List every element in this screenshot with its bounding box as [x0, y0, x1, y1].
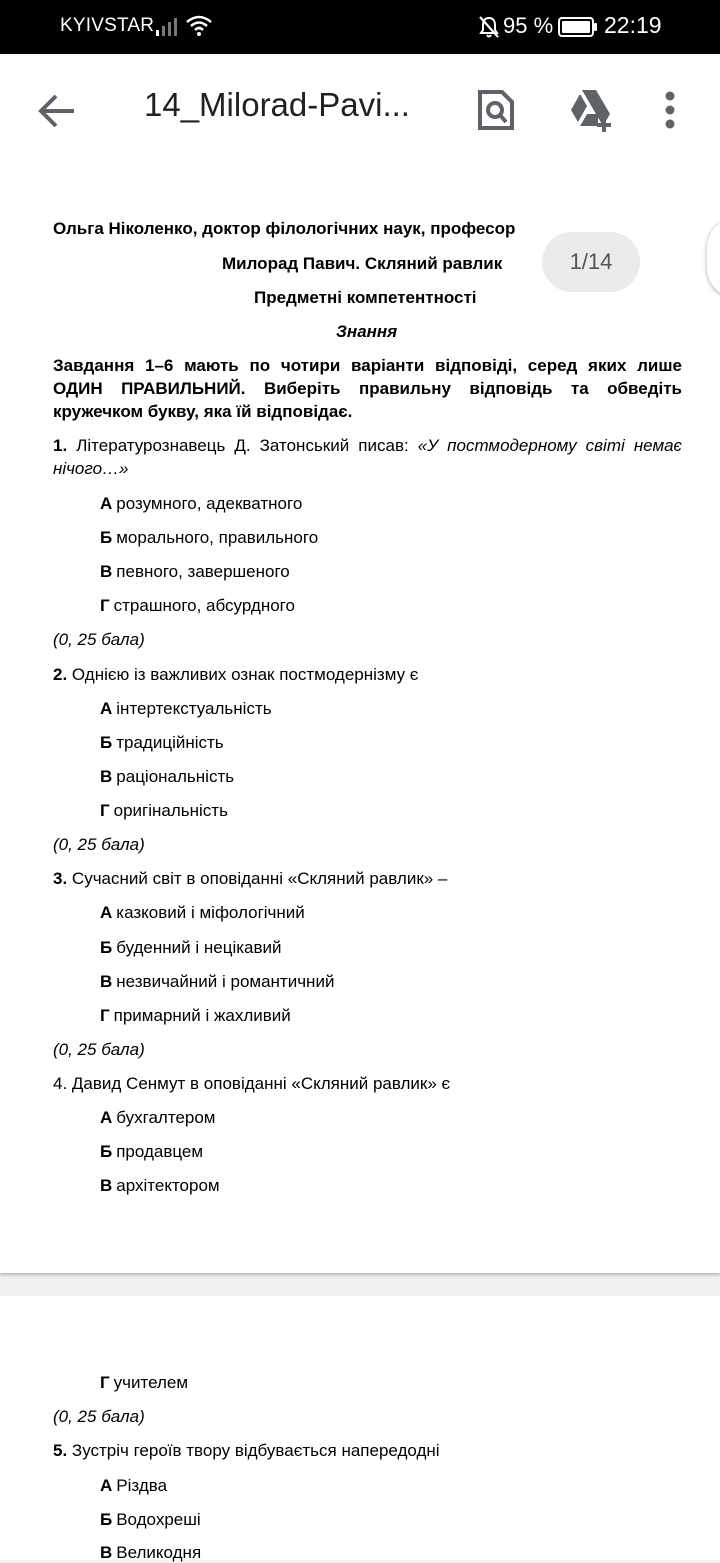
option: А бухгалтером [100, 1108, 216, 1127]
score-label: (0, 25 бала) [53, 630, 145, 649]
question-5: 5. Зустріч героїв твору відбувається напередодні [53, 1441, 440, 1460]
option: В певного, завершеного [100, 562, 290, 581]
find-in-document-icon[interactable] [476, 88, 516, 137]
question-2: 2. Однією із важливих ознак постмодернізму є [53, 665, 419, 684]
option: А розумного, адекватного [100, 494, 303, 513]
question-3: 3. Сучасний світ в оповіданні «Скляний равлик» – [53, 869, 448, 888]
add-to-drive-icon[interactable] [568, 88, 616, 137]
question-1 [53, 436, 682, 456]
option: Б продавцем [100, 1142, 204, 1161]
question-1-number: 1. [53, 436, 68, 455]
page-indicator: 1/14 [542, 232, 640, 292]
option: А казковий і міфологічний [100, 903, 305, 922]
option: А Різдва [100, 1476, 168, 1495]
battery-percent: 95 % [503, 13, 554, 38]
back-arrow-icon[interactable] [36, 90, 78, 132]
option: Г оригінальність [100, 801, 228, 820]
instructions-line-1: Завдання 1–6 мають по чотири варіанти відповіді, серед яких лише [53, 356, 682, 375]
question-1-quote-end: нічого…» [53, 459, 129, 478]
author-line: Ольга Ніколенко, доктор філологічних наук, професор [53, 219, 516, 238]
carrier-name: KYIVSTAR [60, 15, 155, 36]
document-title: 14_Milorad-Pavi... [144, 86, 410, 123]
option: Г страшного, абсурдного [100, 596, 295, 615]
instructions-line-2: ОДИН ПРАВИЛЬНИЙ. Виберіть правильну відповідь та обведіть [53, 379, 682, 398]
option: Б морального, правильного [100, 528, 319, 547]
clock: 22:19 [604, 12, 662, 38]
score-label: (0, 25 бала) [53, 835, 145, 854]
battery-icon [558, 17, 598, 42]
question-1-quote: «У постмодерному світі немає [417, 436, 682, 455]
wifi-icon [185, 14, 213, 43]
option: А інтертекстуальність [100, 699, 272, 718]
option: Б традиційність [100, 733, 224, 752]
question-4: 4. Давид Сенмут в оповіданні «Скляний равлик» є [53, 1074, 451, 1093]
option: Г учителем [100, 1373, 189, 1392]
option: В архітектором [100, 1176, 220, 1195]
option: Г примарний і жахливий [100, 1006, 291, 1025]
section-heading: Предметні компетентності [254, 288, 477, 307]
subsection-heading: Знання [336, 322, 398, 341]
status-bar [0, 0, 720, 54]
work-title: Милорад Павич. Скляний равлик [222, 254, 503, 273]
option: В раціональність [100, 767, 235, 786]
option: В незвичайний і романтичний [100, 972, 335, 991]
option: Б буденний і нецікавий [100, 938, 282, 957]
signal-icon [155, 15, 181, 42]
app-toolbar [0, 54, 720, 167]
score-label: (0, 25 бала) [53, 1040, 145, 1059]
instructions-line-3: кружечком букву, яка їй відповідає. [53, 402, 353, 421]
option: В Великодня [100, 1543, 202, 1562]
question-1-text: Літературознавець Д. Затонський писав: [76, 436, 409, 455]
option: Б Водохреші [100, 1510, 201, 1529]
more-options-icon[interactable] [664, 90, 676, 135]
score-label: (0, 25 бала) [53, 1407, 145, 1426]
notifications-off-icon [478, 15, 500, 44]
